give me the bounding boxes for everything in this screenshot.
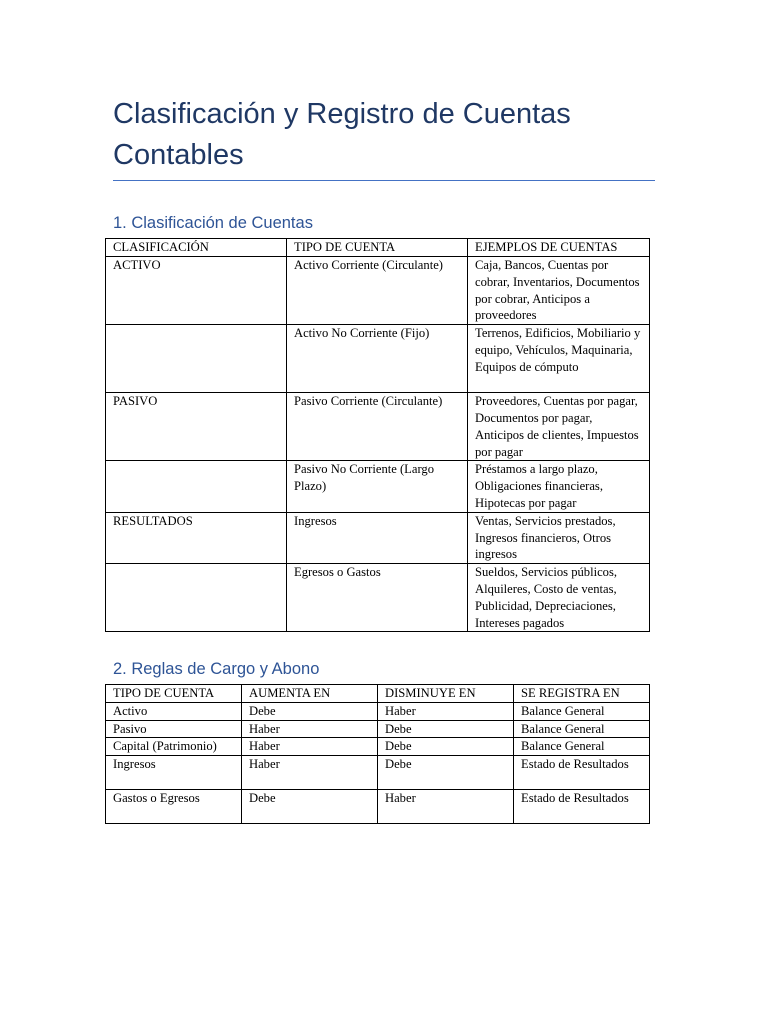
table-cell: Haber	[378, 702, 514, 720]
header-cell: TIPO DE CUENTA	[106, 685, 242, 703]
table-cell: Sueldos, Servicios públicos, Alquileres, Costo de ventas, Publicidad, Depreciaciones, Intereses pagados	[468, 564, 650, 632]
table-cell	[106, 564, 287, 632]
table-cell: Activo Corriente (Circulante)	[287, 257, 468, 325]
table-cell	[106, 325, 287, 393]
header-cell: TIPO DE CUENTA	[287, 239, 468, 257]
debit-credit-rules-table	[105, 684, 650, 824]
table-cell: Debe	[378, 756, 514, 790]
table-cell: Activo	[106, 702, 242, 720]
table-cell: Caja, Bancos, Cuentas por cobrar, Inventarios, Documentos por cobrar, Anticipos a proveedores	[468, 257, 650, 325]
table-cell	[106, 461, 287, 512]
table-cell: PASIVO	[106, 393, 287, 461]
table-cell: Capital (Patrimonio)	[106, 738, 242, 756]
table-cell: Proveedores, Cuentas por pagar, Documentos por pagar, Anticipos de clientes, Impuestos por pagar	[468, 393, 650, 461]
table-cell: Balance General	[514, 738, 650, 756]
table-cell: Gastos o Egresos	[106, 790, 242, 824]
table-cell: Ingresos	[287, 512, 468, 563]
table-cell: Haber	[378, 790, 514, 824]
table-cell: Debe	[242, 790, 378, 824]
table-cell: Préstamos a largo plazo, Obligaciones financieras, Hipotecas por pagar	[468, 461, 650, 512]
header-cell: CLASIFICACIÓN	[106, 239, 287, 257]
table-cell: Haber	[242, 756, 378, 790]
header-cell: EJEMPLOS DE CUENTAS	[468, 239, 650, 257]
table-cell: Debe	[242, 702, 378, 720]
table-cell: Balance General	[514, 720, 650, 738]
table-cell: Terrenos, Edificios, Mobiliario y equipo, Vehículos, Maquinaria, Equipos de cómputo	[468, 325, 650, 393]
table-row	[106, 738, 650, 756]
table-row	[106, 512, 650, 563]
table-cell: RESULTADOS	[106, 512, 287, 563]
table-cell: Ingresos	[106, 756, 242, 790]
classification-table	[105, 238, 650, 632]
document-title: Clasificación y Registro de Cuentas Contables	[113, 98, 571, 171]
section-heading-classification: 1. Clasificación de Cuentas	[113, 214, 313, 232]
header-cell: SE REGISTRA EN	[514, 685, 650, 703]
section-heading-rules: 2. Reglas de Cargo y Abono	[113, 660, 320, 678]
table-row	[106, 393, 650, 461]
table-cell: Debe	[378, 720, 514, 738]
table-cell: Pasivo No Corriente (Largo Plazo)	[287, 461, 468, 512]
table-cell: Egresos o Gastos	[287, 564, 468, 632]
table-row	[106, 325, 650, 393]
table-cell: Debe	[378, 738, 514, 756]
table-cell: Estado de Resultados	[514, 790, 650, 824]
table-header-row	[106, 239, 650, 257]
table-cell: Haber	[242, 720, 378, 738]
table-row	[106, 461, 650, 512]
table-cell: Pasivo	[106, 720, 242, 738]
table-row	[106, 720, 650, 738]
table-cell: Balance General	[514, 702, 650, 720]
title-underline	[113, 180, 655, 181]
table-cell: Ventas, Servicios prestados, Ingresos financieros, Otros ingresos	[468, 512, 650, 563]
table-row	[106, 564, 650, 632]
table-header-row	[106, 685, 650, 703]
header-cell: DISMINUYE EN	[378, 685, 514, 703]
table-row	[106, 702, 650, 720]
table-cell: Haber	[242, 738, 378, 756]
table-row	[106, 790, 650, 824]
header-cell: AUMENTA EN	[242, 685, 378, 703]
table-row	[106, 257, 650, 325]
table-cell: Estado de Resultados	[514, 756, 650, 790]
table-cell: Pasivo Corriente (Circulante)	[287, 393, 468, 461]
table-row	[106, 756, 650, 790]
table-cell: ACTIVO	[106, 257, 287, 325]
table-cell: Activo No Corriente (Fijo)	[287, 325, 468, 393]
